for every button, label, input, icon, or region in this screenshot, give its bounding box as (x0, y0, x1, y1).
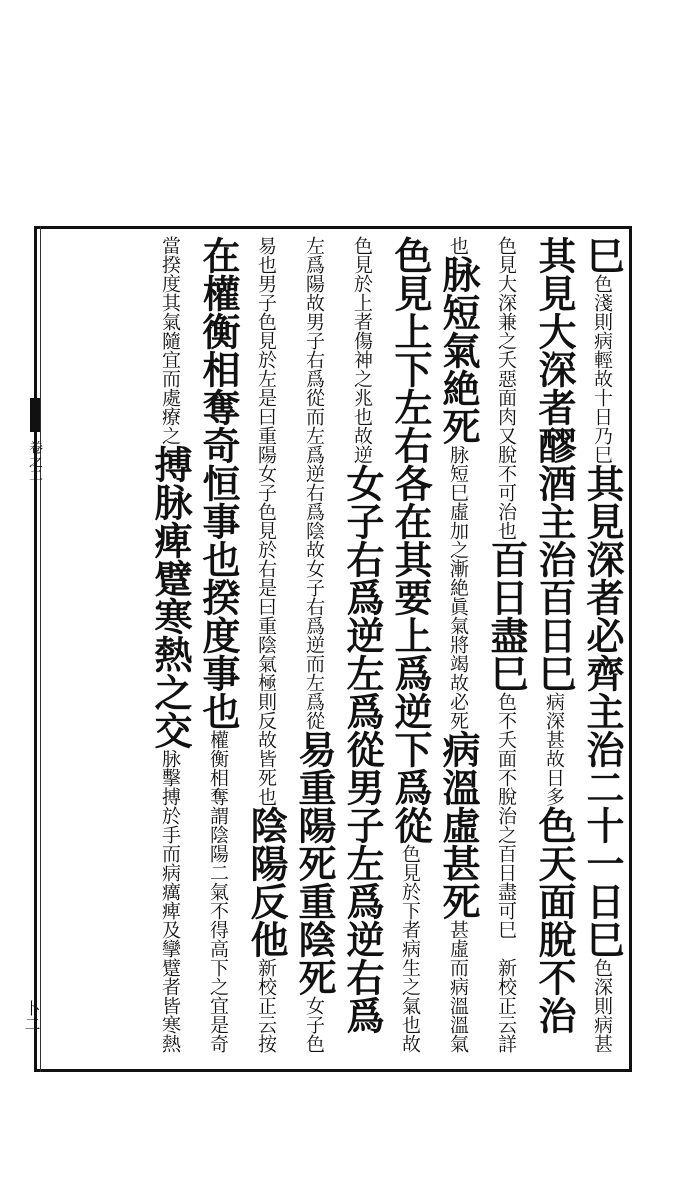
text-column (482, 236, 530, 1066)
main-text: 病溫虛甚死 (436, 730, 481, 920)
commentary-text: 色見於上者傷神之兆也故逆 (351, 236, 373, 464)
border-left-rule (34, 226, 37, 1072)
text-columns (46, 236, 626, 1066)
main-text: 百日盡巳 (484, 540, 529, 692)
text-column (242, 236, 290, 1066)
text-column (434, 236, 482, 1066)
text-column (578, 236, 626, 1066)
commentary-text: 色見大深兼之夭惡面肉又脫不可治也 (495, 236, 517, 540)
text-column (386, 236, 434, 1066)
commentary-text: 甚虛而病溫溫氣 (447, 920, 469, 1053)
main-text: 搏脉痺躄寒熱之交 (148, 445, 193, 749)
commentary-text: 色淺則病輕故十日乃巳 (591, 274, 613, 464)
commentary-text: 脉擊搏於手而病癘痺及攣躄者皆寒熱 (159, 749, 181, 1053)
commentary-text: 左爲陽故男子右爲從而左爲逆右爲陰故女子右爲逆而左爲從 (303, 236, 325, 730)
main-text: 其見大深者醪酒主治百日巳 (532, 236, 577, 692)
main-text: 陰陽反他 (244, 806, 289, 958)
commentary-text: 當揆度其氣隨宜而處療之 (159, 236, 181, 445)
text-column (338, 236, 386, 1066)
main-text: 脉短氣絶死 (436, 255, 481, 445)
main-text: 易重陽死重陰死 (292, 730, 337, 996)
gutter-page-number: 卜二 (22, 1000, 41, 1032)
commentary-text: 脉短巳虛加之漸絶眞氣將竭故必死 (447, 445, 469, 730)
main-text: 女子右爲逆左爲從男子左爲逆右爲 (340, 464, 385, 1034)
main-text: 巳 (580, 236, 625, 274)
commentary-text: 權衡相奪謂陰陽二氣不得高下之宜是奇 (207, 730, 229, 1053)
commentary-text: 易也男子色見於左是曰重陽女子色見於右是曰重陰氣極則反故皆死也 (255, 236, 277, 806)
commentary-text: 也 (447, 236, 469, 255)
commentary-text: 色深則病甚 (591, 958, 613, 1053)
fishtail-mark (30, 398, 40, 432)
commentary-text: 女子色 (303, 996, 325, 1053)
gutter-volume-label: 卷之二 (27, 440, 43, 482)
main-text: 其見深者必齊主治二十一日巳 (580, 464, 625, 958)
commentary-text: 色不夭面不脫治之百日盡可巳 新校正云詳 (495, 692, 517, 1053)
gutter-rule (40, 226, 41, 1072)
commentary-text: 病深甚故日多 (543, 692, 565, 806)
main-text: 色見上下左右各在其要上爲逆下爲從 (388, 236, 433, 844)
commentary-text: 新校正云按 (255, 958, 277, 1053)
text-column (146, 236, 194, 1066)
text-column (194, 236, 242, 1066)
commentary-text: 色見於下者病生之氣也故 (399, 844, 421, 1053)
text-column (290, 236, 338, 1066)
main-text: 在權衡相奪奇恒事也揆度事也 (196, 236, 241, 730)
main-text: 色天面脫不治 (532, 806, 577, 1034)
text-column (530, 236, 578, 1066)
